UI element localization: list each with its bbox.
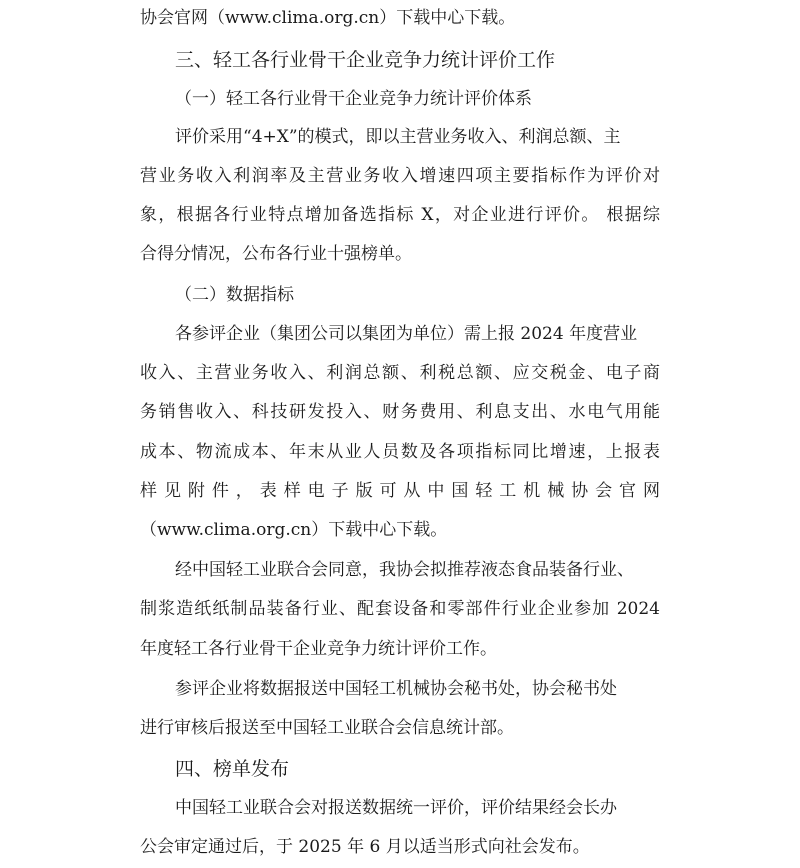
paragraph-line: 营业务收入利润率及主营业务收入增速四项主要指标作为评价对 — [140, 166, 660, 186]
paragraph-line: 合得分情况，公布各行业十强榜单。 — [140, 244, 412, 264]
paragraph-line: 年度轻工各行业骨干企业竞争力统计评价工作。 — [140, 639, 497, 659]
subsection-heading-1: （一）轻工各行业骨干企业竞争力统计评价体系 — [175, 89, 532, 109]
paragraph-line: 成本、物流成本、年末从业人员数及各项指标同比增速，上报表 — [140, 442, 660, 462]
paragraph-line: 样见附件，表样电子版可从中国轻工机械协会官网 — [140, 481, 660, 501]
paragraph-line: 各参评企业（集团公司以集团为单位）需上报 2024 年度营业 — [175, 324, 638, 344]
paragraph-line: 收入、主营业务收入、利润总额、利税总额、应交税金、电子商 — [140, 363, 660, 383]
paragraph-line: 务销售收入、科技研发投入、财务费用、利息支出、水电气用能 — [140, 402, 660, 422]
paragraph-line: 经中国轻工业联合会同意，我协会拟推荐液态食品装备行业、 — [175, 560, 634, 580]
section-heading-3: 三、轻工各行业骨干企业竞争力统计评价工作 — [175, 49, 556, 71]
paragraph-line: 评价采用“4+X”的模式，即以主营业务收入、利润总额、主 — [175, 127, 621, 147]
paragraph-line: 公会审定通过后，于 2025 年 6 月以适当形式向社会发布。 — [140, 837, 590, 857]
paragraph-line: 中国轻工业联合会对报送数据统一评价，评价结果经会长办 — [175, 798, 617, 818]
paragraph-line: 象，根据各行业特点增加备选指标 X，对企业进行评价。 根据综 — [140, 205, 660, 225]
paragraph-line: 参评企业将数据报送中国轻工机械协会秘书处，协会秘书处 — [175, 679, 617, 699]
paragraph-line: 进行审核后报送至中国轻工业联合会信息统计部。 — [140, 718, 514, 738]
paragraph-line: （www.clima.org.cn）下载中心下载。 — [140, 520, 448, 540]
section-heading-4: 四、榜单发布 — [175, 758, 290, 780]
paragraph-line: 制浆造纸纸制品装备行业、配套设备和零部件行业企业参加 2024 — [140, 599, 660, 619]
text-line: 协会官网（www.clima.org.cn）下载中心下载。 — [140, 8, 516, 28]
subsection-heading-2: （二）数据指标 — [175, 285, 294, 305]
